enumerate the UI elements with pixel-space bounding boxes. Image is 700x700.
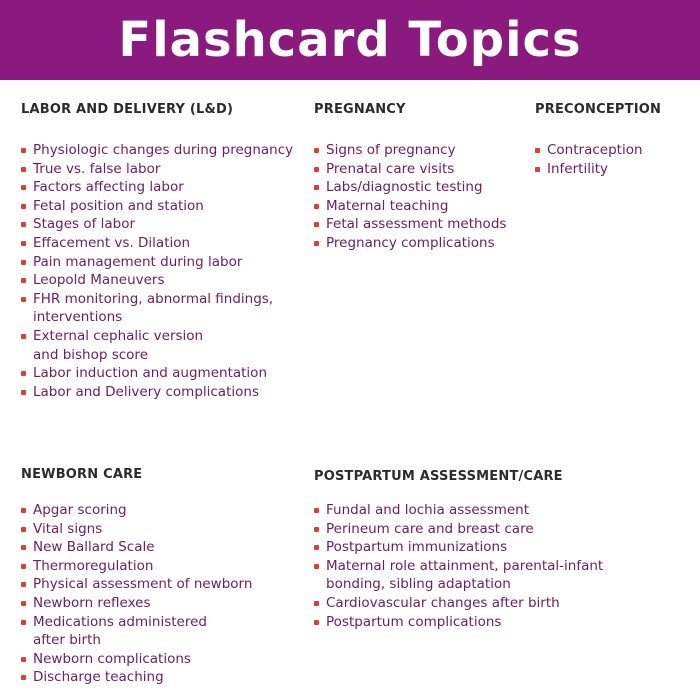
section-newborn-care <box>21 467 311 686</box>
list-item-text: Vital signs <box>33 520 103 537</box>
bullet-icon <box>314 601 319 606</box>
list-item <box>21 215 293 234</box>
list-item <box>314 178 506 197</box>
bullet-icon <box>21 167 26 172</box>
bullet-icon <box>314 148 319 153</box>
list-item-text: True vs. false labor <box>33 160 161 177</box>
bullet-icon <box>21 582 26 587</box>
list-item-text: New Ballard Scale <box>33 539 155 556</box>
topic-list <box>21 501 252 687</box>
list-item <box>314 538 603 557</box>
page-title: Flashcard Topics <box>118 12 582 68</box>
list-item <box>314 215 506 234</box>
list-item <box>314 141 506 160</box>
list-item <box>535 141 643 160</box>
list-item-text: Stages of labor <box>33 216 136 233</box>
list-item <box>21 594 252 613</box>
list-item-text: Pregnancy complications <box>326 234 495 251</box>
list-item-text: Newborn complications <box>33 650 191 667</box>
list-item <box>314 557 603 594</box>
list-item-text: Cardiovascular changes after birth <box>326 594 560 611</box>
bullet-icon <box>314 185 319 190</box>
list-item <box>314 160 506 179</box>
bullet-icon <box>314 564 319 569</box>
list-item-text: Maternal teaching <box>326 197 449 214</box>
list-item <box>21 234 293 253</box>
list-item-text: Leopold Maneuvers <box>33 272 165 289</box>
list-item <box>21 271 293 290</box>
section-heading: POSTPARTUM ASSESSMENT/CARE <box>314 469 563 484</box>
bullet-icon <box>21 620 26 625</box>
list-item-text: Fetal assessment methods <box>326 216 507 233</box>
list-item-text: Pain management during labor <box>33 253 243 270</box>
bullet-icon <box>21 657 26 662</box>
bullet-icon <box>21 204 26 209</box>
list-item-text: Fetal position and station <box>33 197 204 214</box>
bullet-icon <box>21 371 26 376</box>
list-item-text: Labor induction and augmentation <box>33 365 267 382</box>
list-item-text: Infertility <box>547 160 608 177</box>
bullet-icon <box>535 167 540 172</box>
bullet-icon <box>21 390 26 395</box>
list-item <box>535 160 643 179</box>
bullet-icon <box>535 148 540 153</box>
topic-list <box>535 141 643 178</box>
list-item <box>314 613 603 632</box>
list-item-text: Newborn reflexes <box>33 594 151 611</box>
bullet-icon <box>21 334 26 339</box>
bullet-icon <box>314 204 319 209</box>
list-item <box>21 290 293 327</box>
list-item-text: Medications administered after birth <box>33 613 207 649</box>
list-item <box>21 520 252 539</box>
list-item-text: Thermoregulation <box>33 557 154 574</box>
title-banner <box>0 0 700 80</box>
bullet-icon <box>21 527 26 532</box>
section-pregnancy <box>314 102 529 251</box>
bullet-icon <box>314 545 319 550</box>
list-item <box>314 520 603 539</box>
list-item <box>21 501 252 520</box>
list-item <box>21 364 293 383</box>
list-item-text: Prenatal care visits <box>326 160 455 177</box>
bullet-icon <box>21 278 26 283</box>
bullet-icon <box>21 297 26 302</box>
list-item <box>21 327 293 364</box>
topic-list <box>314 141 506 253</box>
section-postpartum <box>314 469 684 630</box>
bullet-icon <box>314 222 319 227</box>
list-item <box>21 575 252 594</box>
list-item-text: Contraception <box>547 142 643 158</box>
bullet-icon <box>21 601 26 606</box>
bullet-icon <box>314 508 319 513</box>
list-item <box>21 668 252 687</box>
topic-list <box>314 501 603 631</box>
list-item-text: Fundal and lochia assessment <box>326 502 530 518</box>
bullet-icon <box>21 260 26 265</box>
list-item-text: Labs/diagnostic testing <box>326 179 483 196</box>
list-item <box>314 594 603 613</box>
list-item-text: Postpartum immunizations <box>326 539 508 556</box>
section-heading: LABOR AND DELIVERY (L&D) <box>21 102 234 117</box>
bullet-icon <box>21 564 26 569</box>
list-item <box>21 383 293 402</box>
list-item-text: Discharge teaching <box>33 669 164 686</box>
list-item <box>314 234 506 253</box>
list-item-text: Effacement vs. Dilation <box>33 234 191 251</box>
bullet-icon <box>21 675 26 680</box>
list-item-text: External cephalic version and bishop score <box>33 327 204 363</box>
list-item-text: Factors affecting labor <box>33 179 184 196</box>
bullet-icon <box>21 185 26 190</box>
section-heading: PREGNANCY <box>314 102 406 117</box>
list-item-text: Maternal role attainment, parental-infant bonding, sibling adaptation <box>326 557 604 593</box>
list-item <box>21 160 293 179</box>
list-item <box>314 197 506 216</box>
bullet-icon <box>21 545 26 550</box>
list-item <box>21 197 293 216</box>
section-heading: NEWBORN CARE <box>21 467 143 482</box>
list-item <box>21 141 293 160</box>
bullet-icon <box>314 527 319 532</box>
list-item-text: Apgar scoring <box>33 502 127 518</box>
list-item-text: Postpartum complications <box>326 613 502 630</box>
section-labor-delivery <box>21 102 311 400</box>
list-item <box>21 178 293 197</box>
list-item-text: Signs of pregnancy <box>326 142 456 158</box>
list-item <box>21 538 252 557</box>
list-item <box>21 650 252 669</box>
list-item <box>21 557 252 576</box>
bullet-icon <box>21 241 26 246</box>
topic-list <box>21 141 293 401</box>
bullet-icon <box>21 222 26 227</box>
list-item-text: Physical assessment of newborn <box>33 576 253 593</box>
list-item <box>21 613 252 650</box>
list-item-text: FHR monitoring, abnormal findings, interventions <box>33 290 274 326</box>
list-item-text: Labor and Delivery complications <box>33 383 259 400</box>
list-item <box>21 253 293 272</box>
section-heading: PRECONCEPTION <box>535 102 662 117</box>
bullet-icon <box>21 148 26 153</box>
list-item <box>314 501 603 520</box>
bullet-icon <box>314 620 319 625</box>
bullet-icon <box>21 508 26 513</box>
list-item-text: Physiologic changes during pregnancy <box>33 142 294 158</box>
bullet-icon <box>314 241 319 246</box>
bullet-icon <box>314 167 319 172</box>
list-item-text: Perineum care and breast care <box>326 520 534 537</box>
section-preconception <box>535 102 695 177</box>
